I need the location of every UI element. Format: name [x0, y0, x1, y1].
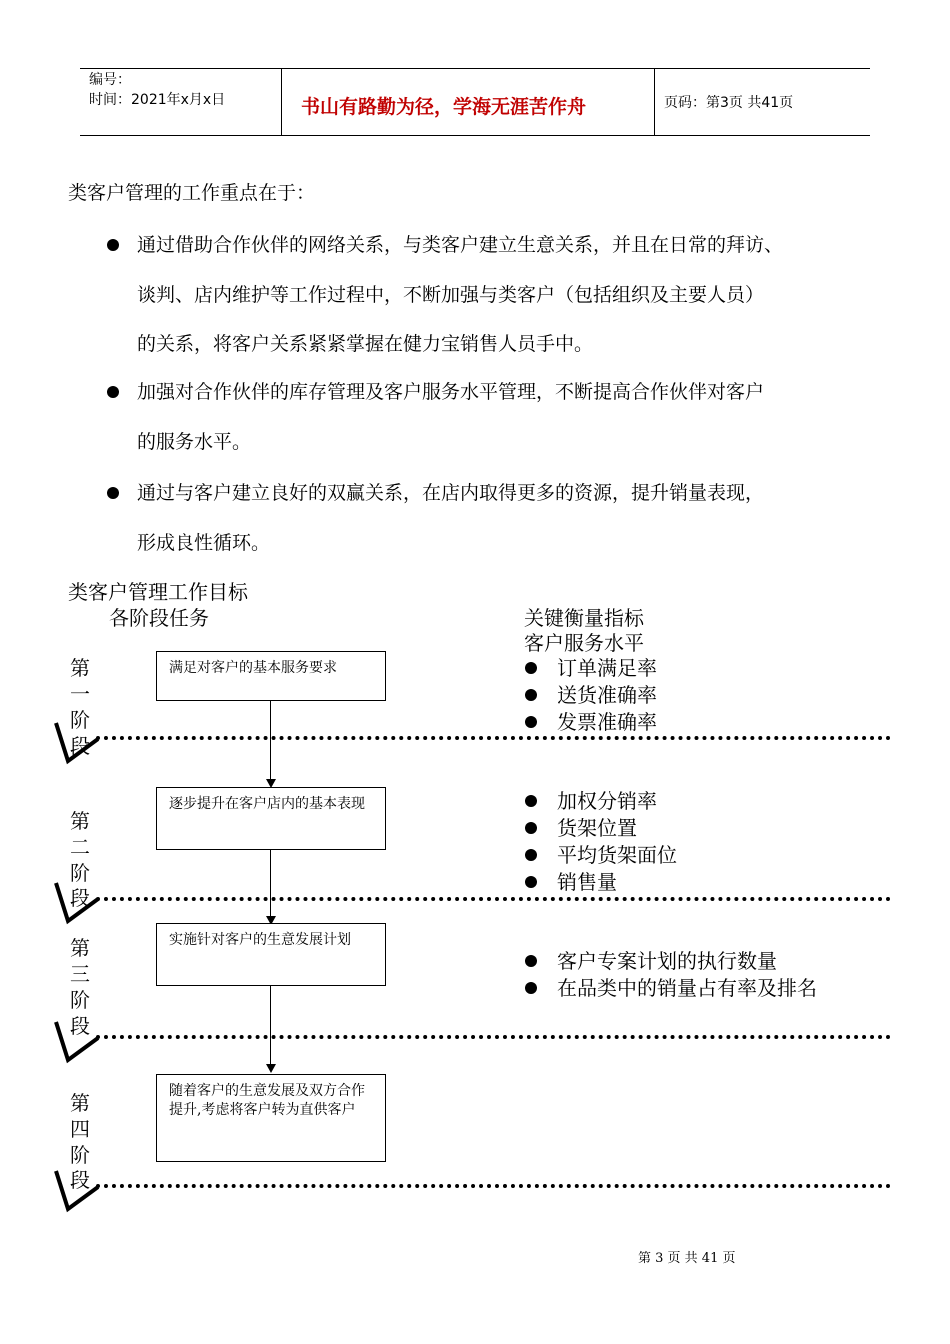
stage-3-label-char: 段: [70, 1014, 90, 1038]
stage-2-kpi: 销售量: [557, 870, 617, 894]
stage-1-kpi: 发票准确率: [557, 710, 657, 734]
bullet-icon: [107, 487, 119, 499]
stage-2-label-char: 二: [70, 835, 90, 859]
stage-1-task-box: 满足对客户的基本服务要求: [156, 651, 386, 701]
stage-4-label-char: 段: [70, 1168, 90, 1192]
flow-arrow-line: [270, 700, 271, 780]
bullet-icon: [525, 689, 537, 701]
bullet-icon: [525, 795, 537, 807]
bullet-icon: [525, 716, 537, 728]
focus-point-1-line-2: 谈判、店内维护等工作过程中，不断加强与类客户（包括组织及主要人员）: [137, 284, 765, 306]
bullet-icon: [525, 822, 537, 834]
checkmark-icon: [52, 1163, 102, 1213]
stage-3-label-char: 三: [70, 962, 90, 986]
focus-point-3-line-1: 通过与客户建立良好的双赢关系，在店内取得更多的资源，提升销量表现，: [137, 482, 765, 504]
bullet-icon: [525, 876, 537, 888]
bullet-icon: [525, 849, 537, 861]
goals-left-header: 各阶段任务: [109, 606, 209, 630]
checkmark-icon: [52, 715, 102, 765]
stage-4-label-char: 四: [70, 1117, 90, 1141]
flow-arrow-head: [266, 1064, 276, 1073]
bullet-icon: [107, 386, 119, 398]
goals-title: 类客户管理工作目标: [68, 580, 248, 604]
flow-arrow-line: [270, 985, 271, 1065]
checkmark-icon: [52, 1014, 102, 1064]
focus-point-3-line-2: 形成良性循环。: [137, 532, 271, 554]
stage-3-label-char: 第: [70, 936, 90, 960]
stage-1-divider: [96, 736, 891, 740]
stage-1-label-char: 第: [70, 656, 90, 680]
stage-4-label-char: 第: [70, 1091, 90, 1115]
stage-3-divider: [96, 1035, 891, 1039]
stage-3-kpi: 客户专案计划的执行数量: [557, 949, 777, 973]
stage-1-label-char: 阶: [70, 708, 90, 732]
stage-3-label-char: 阶: [70, 988, 90, 1012]
stage-4-task-box: 随着客户的生意发展及双方合作提升,考虑将客户转为直供客户: [156, 1074, 386, 1162]
goals-right-header-1: 关键衡量指标: [524, 606, 644, 630]
bullet-icon: [107, 239, 119, 251]
header-top-border: [80, 68, 870, 69]
stage-3-kpi: 在品类中的销量占有率及排名: [557, 976, 817, 1000]
stage-2-kpi: 加权分销率: [557, 789, 657, 813]
header-divider-left: [281, 68, 282, 136]
intro-text: 类客户管理的工作重点在于：: [68, 182, 316, 204]
checkmark-icon: [52, 875, 102, 925]
stage-2-label-char: 第: [70, 809, 90, 833]
header-page-code: 页码：第3页 共41页: [664, 95, 794, 111]
page-footer: 第 3 页 共 41 页: [638, 1251, 736, 1266]
goals-right-header-2: 客户服务水平: [524, 631, 644, 655]
focus-point-2-line-1: 加强对合作伙伴的库存管理及客户服务水平管理，不断提高合作伙伴对客户: [137, 381, 765, 403]
flow-arrow-line: [270, 849, 271, 917]
header-serial: 编号：: [89, 72, 131, 88]
focus-point-1-line-3: 的关系，将客户关系紧紧掌握在健力宝销售人员手中。: [137, 333, 594, 355]
focus-point-1-line-1: 通过借助合作伙伴的网络关系，与类客户建立生意关系，并且在日常的拜访、: [137, 234, 784, 256]
stage-1-kpi: 订单满足率: [557, 656, 657, 680]
stage-2-divider: [96, 897, 891, 901]
stage-3-task-box: 实施针对客户的生意发展计划: [156, 923, 386, 986]
header-bottom-border: [80, 135, 870, 136]
stage-2-kpi: 货架位置: [557, 816, 637, 840]
stage-1-label-char: 段: [70, 734, 90, 758]
stage-4-label-char: 阶: [70, 1143, 90, 1167]
stage-1-kpi: 送货准确率: [557, 683, 657, 707]
header-divider-right: [654, 68, 655, 136]
stage-2-label-char: 阶: [70, 861, 90, 885]
header-date: 时间：2021年x月x日: [89, 92, 226, 108]
stage-1-label-char: 一: [70, 682, 90, 706]
header-motto: 书山有路勤为径，学海无涯苦作舟: [301, 96, 587, 118]
bullet-icon: [525, 955, 537, 967]
stage-2-kpi: 平均货架面位: [557, 843, 677, 867]
bullet-icon: [525, 982, 537, 994]
stage-2-label-char: 段: [70, 886, 90, 910]
focus-point-2-line-2: 的服务水平。: [137, 431, 252, 453]
bullet-icon: [525, 662, 537, 674]
stage-2-task-box: 逐步提升在客户店内的基本表现: [156, 787, 386, 850]
stage-4-divider: [96, 1184, 891, 1188]
